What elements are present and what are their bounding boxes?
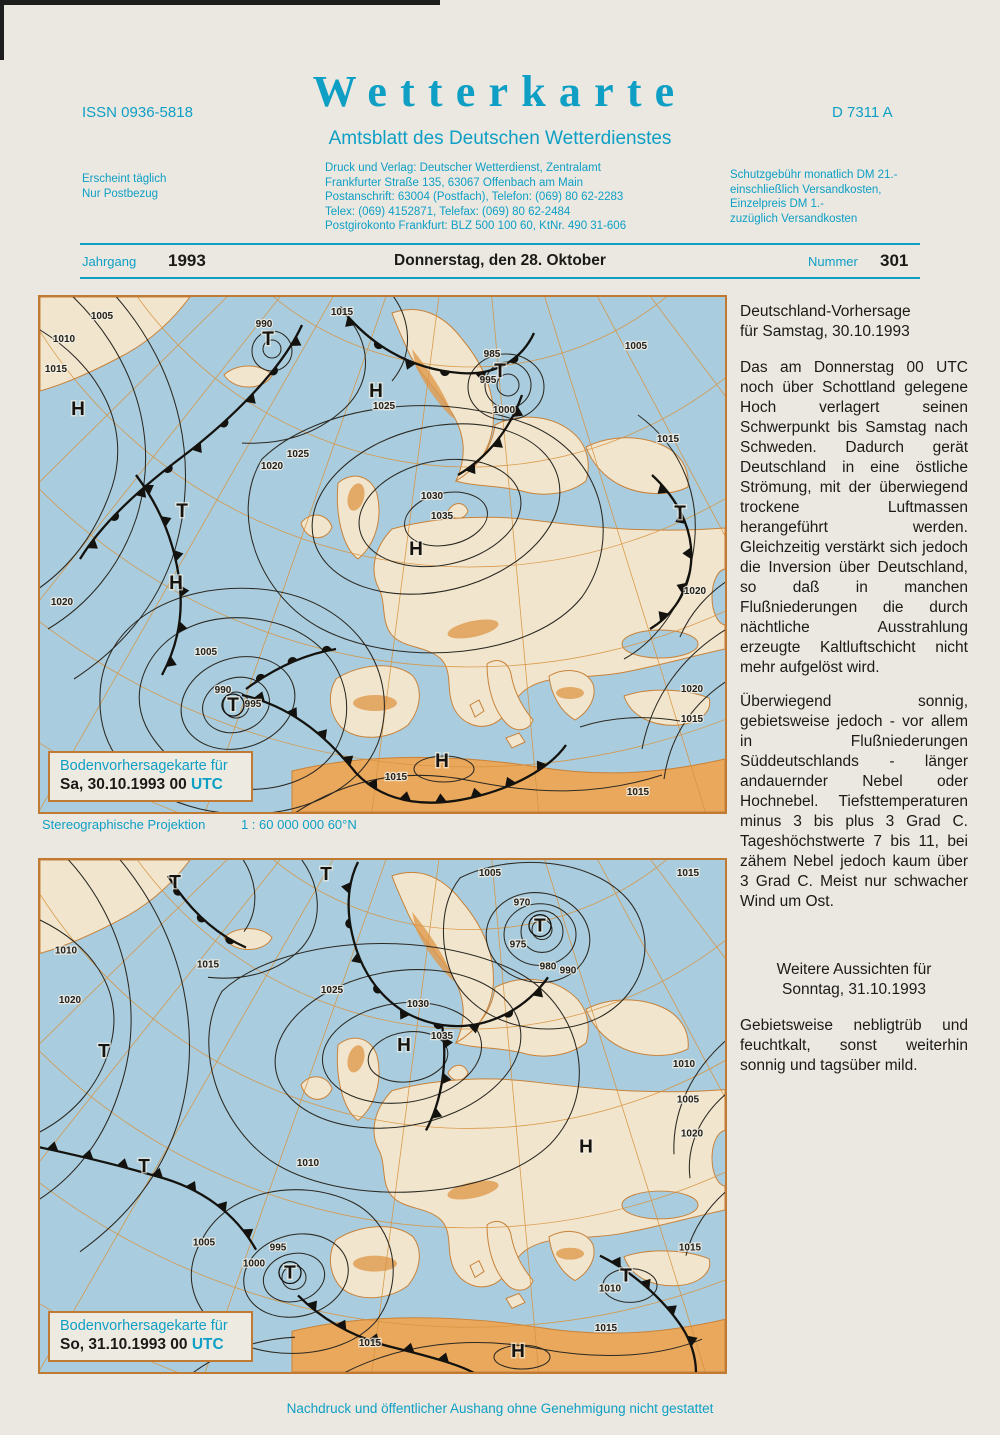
isobar-value: 985 [483, 349, 501, 360]
nummer-label: Nummer [808, 254, 858, 269]
isobar-value: 1035 [430, 1030, 454, 1042]
high-pressure-center: H [71, 399, 85, 420]
high-pressure-center: H [435, 751, 449, 772]
low-pressure-center: T [320, 863, 332, 885]
isobar-value: 1020 [260, 461, 284, 472]
high-pressure-center: H [511, 1341, 525, 1363]
high-pressure-center: H [579, 1136, 593, 1158]
issn: ISSN 0936-5818 [82, 104, 193, 121]
isobar-value: 1015 [656, 434, 680, 445]
info-line: Druck und Verlag: Deutscher Wetterdienst, Zentralamt [325, 162, 601, 174]
isobar-value: 1010 [54, 945, 78, 957]
dateline [0, 250, 1000, 274]
info-line: Nur Postbezug [82, 187, 159, 200]
isobar-value: 990 [214, 685, 232, 696]
dateline-rule-bottom [80, 277, 920, 279]
isobar-value: 1010 [598, 1283, 622, 1295]
isobar-value: 1015 [626, 787, 650, 798]
low-pressure-center: T [176, 501, 188, 522]
scan-artifact-left [0, 0, 4, 60]
low-pressure-center: T [262, 329, 274, 350]
forecast-heading-line: für Samstag, 30.10.1993 [740, 323, 910, 340]
isobar-value: 975 [509, 939, 527, 951]
map-caption-date: So, 31.10.1993 00 [60, 1336, 188, 1353]
map1-caption [48, 751, 253, 802]
isobar-value: 1030 [420, 491, 444, 502]
isobar-value: 1015 [676, 867, 700, 879]
high-pressure-center: H [169, 573, 183, 594]
map-sa [38, 295, 727, 814]
publication-frequency-block [82, 172, 166, 201]
isobar-value: 990 [255, 319, 273, 330]
map-caption-utc: UTC [191, 1336, 224, 1353]
isobar-value: 1025 [320, 985, 344, 997]
low-pressure-center: T [534, 915, 546, 937]
nummer-value: 301 [880, 251, 909, 270]
map-caption-utc: UTC [191, 776, 223, 793]
isobar-value: 970 [513, 897, 531, 909]
isobar-value: 1015 [678, 1242, 702, 1254]
isobar-value: 1000 [242, 1258, 266, 1270]
subtitle: Amtsblatt des Deutschen Wetterdienstes [328, 128, 672, 149]
isobar-value: 995 [244, 699, 262, 710]
low-pressure-center: T [98, 1040, 110, 1062]
high-pressure-center: H [409, 539, 423, 560]
isobar-value: 1000 [492, 405, 516, 416]
jahrgang-label: Jahrgang [82, 254, 137, 269]
isobar-value: 1015 [594, 1323, 618, 1335]
isobar-value: 995 [269, 1242, 287, 1254]
doc-code: D 7311 A [832, 104, 893, 121]
map-caption-date: Sa, 30.10.1993 00 [60, 776, 187, 793]
isobar-value: 1005 [676, 1094, 700, 1106]
isobar-value: 1015 [680, 714, 704, 725]
isobar-value: 980 [539, 961, 557, 973]
isobar-value: 1020 [58, 995, 82, 1007]
info-line: einschließlich Versandkosten, [730, 183, 882, 196]
info-line: zuzüglich Versandkosten [730, 212, 858, 225]
info-line: Erscheint täglich [82, 173, 167, 185]
isobar-value: 1025 [372, 401, 396, 412]
isobar-value: 1015 [44, 364, 68, 375]
info-line: Einzelpreis DM 1.- [730, 198, 824, 210]
isobar-value: 1035 [430, 511, 454, 522]
map2-svg [40, 860, 725, 1372]
isobar-value: 1020 [683, 586, 707, 597]
isobar-value: 1005 [624, 341, 648, 352]
isobar-value: 1015 [330, 307, 354, 318]
isobar-value: 1025 [286, 449, 310, 460]
isobar-value: 1020 [50, 597, 74, 608]
info-line: Frankfurter Straße 135, 63067 Offenbach am Main [325, 176, 584, 189]
info-line: Postgirokonto Frankfurt: BLZ 500 100 60, KtNr. 490 31-606 [325, 220, 627, 232]
forecast-paragraph-1: Das am Donnerstag 00 UTC noch über Schottland gelegene Hoch verlagert seinen Schwerpunkt bis Samstag nach Schweden. Dadurch gerät Deutschland in eine östliche Strömung, mit der überwiegend trockene Luftmassen herangeführt werden. Gleichzeitig verstärkt sich jedoch die Inversion über Deutschland, so daß in manchen Flußniederungen die durch nächtliche Ausstrahlung erzeugte Kaltluftschicht nicht mehr aufgelöst wird. [740, 359, 968, 676]
map-caption-title: Bodenvorhersagekarte für [60, 758, 228, 774]
scan-artifact-top [0, 0, 440, 5]
isobar-value: 1005 [478, 867, 502, 879]
projection-info [42, 817, 357, 832]
isobar-value: 1015 [196, 959, 220, 971]
map-so [38, 858, 727, 1374]
info-line: Schutzgebühr monatlich DM 21.- [730, 169, 898, 181]
isobar-value: 1005 [192, 1237, 216, 1249]
dateline-rule-top [80, 243, 920, 245]
price-block [730, 168, 897, 226]
projection-name: Stereographische Projektion [42, 817, 206, 832]
isobar-value: 1020 [680, 1128, 704, 1140]
info-line: Telex: (069) 4152871, Telefax: (069) 80 62-2484 [325, 205, 571, 218]
isobar-value: 990 [559, 965, 577, 977]
projection-scale: 1 : 60 000 000 60°N [240, 817, 357, 832]
isobar-value: 1010 [52, 334, 76, 345]
issue-date: Donnerstag, den 28. Oktober [394, 252, 606, 269]
map1-svg [40, 297, 725, 812]
outlook-heading-line: Sonntag, 31.10.1993 [782, 981, 926, 998]
map-caption-title: Bodenvorhersagekarte für [60, 1318, 228, 1334]
outlook-paragraph: Gebietsweise nebligtrüb und feuchtkalt, sonst weiterhin sonnig und tagsüber mild. [740, 1017, 968, 1074]
isobar-value: 1010 [672, 1058, 696, 1070]
outlook-heading-line: Weitere Aussichten für [776, 961, 932, 978]
low-pressure-center: T [674, 503, 686, 524]
high-pressure-center: H [369, 381, 383, 402]
forecast-paragraph-2: Überwiegend sonnig, gebietsweise jedoch - vor allem in Flußniederungen Süddeutschlands - länger andauernder Nebel oder Hochnebel. Tiefsttemperaturen minus 3 bis plus 3 Grad C. Tageshöchstwerte 7 bis 11, bei zähem Nebel jedoch kaum über 3 Grad C. Meist nur schwacher Wind um Ost. [740, 693, 968, 910]
isobar-value: 1020 [680, 684, 704, 695]
isobar-value: 1015 [384, 772, 408, 783]
high-pressure-center: H [397, 1034, 411, 1056]
isobar-value: 1005 [90, 311, 114, 322]
isobar-value: 1010 [296, 1158, 320, 1170]
low-pressure-center: T [169, 871, 181, 893]
forecast-heading [740, 302, 968, 342]
isobar-value: 1005 [194, 647, 218, 658]
forecast-column [740, 302, 968, 1090]
forecast-heading-line: Deutschland-Vorhersage [740, 303, 911, 320]
isobar-value: 1030 [406, 999, 430, 1011]
map2-caption [48, 1311, 253, 1362]
page-footer: Nachdruck und öffentlicher Aushang ohne Genehmigung nicht gestattet [286, 1401, 714, 1416]
isobar-value: 1015 [358, 1338, 382, 1350]
low-pressure-center: T [227, 695, 239, 716]
publisher-block [325, 161, 626, 234]
jahrgang-value: 1993 [168, 251, 206, 270]
low-pressure-center: T [284, 1262, 296, 1284]
low-pressure-center: T [138, 1156, 150, 1178]
info-line: Postanschrift: 63004 (Postfach), Telefon: (069) 80 62-2283 [325, 191, 624, 203]
page-title: Wetterkarte [312, 67, 688, 116]
low-pressure-center: T [620, 1265, 632, 1287]
low-pressure-center: T [494, 361, 506, 382]
outlook-heading [740, 960, 968, 1000]
isobar-value: 995 [479, 375, 497, 386]
